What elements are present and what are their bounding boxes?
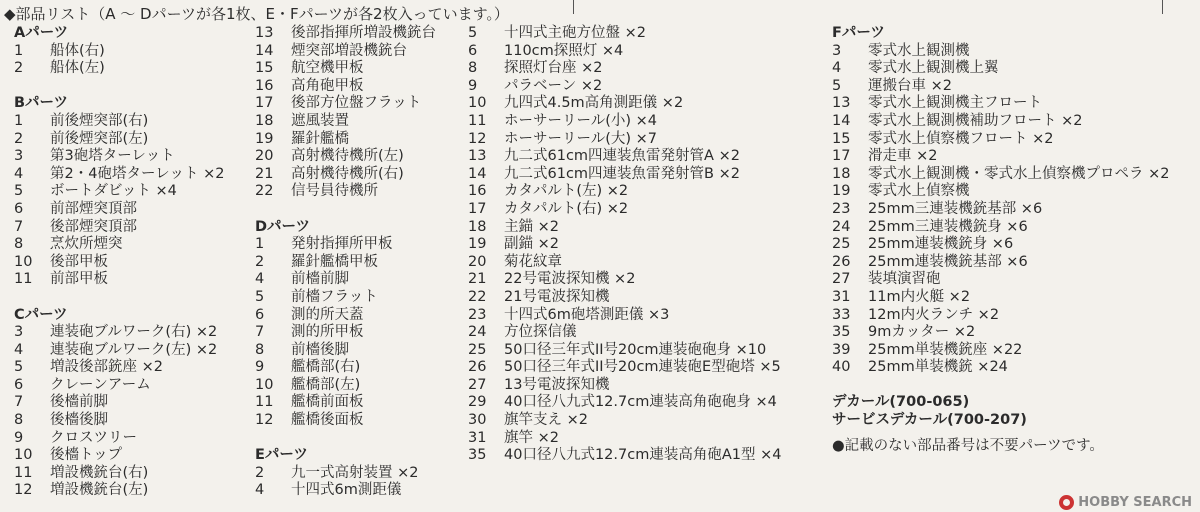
part-name: 40口径八九式12.7cm連装高角砲砲身 ×4	[504, 394, 777, 411]
part-name: 零式水上偵察機	[868, 183, 970, 200]
part-number: 15	[255, 60, 274, 77]
part-number: 2	[255, 253, 265, 270]
part-name: 後部方位盤フラット	[291, 95, 422, 112]
part-name: 装填演習砲	[868, 271, 941, 288]
parts-column-3	[468, 25, 828, 465]
part-number: 11	[255, 394, 274, 411]
part-row	[468, 394, 828, 412]
part-name: 高射機待機所(左)	[291, 148, 404, 165]
note-spacer	[832, 430, 1200, 438]
part-name: 後部指揮所増設機銃台	[291, 25, 436, 41]
part-row	[14, 183, 244, 201]
part-number: 39	[832, 341, 851, 358]
part-name: 九四式4.5m高角測距儀 ×2	[504, 95, 684, 112]
part-number: 24	[468, 324, 487, 341]
part-number: 3	[14, 148, 24, 165]
part-row	[255, 359, 470, 377]
part-number: 26	[468, 359, 487, 376]
part-row	[14, 131, 244, 149]
part-name: 後檣後脚	[50, 412, 108, 429]
part-number: 4	[255, 482, 265, 499]
part-row	[468, 271, 828, 289]
top-edge-mark	[573, 0, 574, 14]
part-number: 6	[468, 42, 478, 59]
part-number: 16	[255, 77, 274, 94]
part-row	[832, 43, 1200, 61]
part-number: 11	[14, 464, 33, 481]
part-row	[255, 394, 470, 412]
part-number: 11	[14, 271, 33, 288]
part-row	[832, 113, 1200, 131]
part-row	[14, 324, 244, 342]
part-name: 航空機甲板	[291, 60, 364, 77]
part-name: カタパルト(右) ×2	[504, 200, 629, 217]
part-name: 前檣フラット	[291, 288, 378, 305]
part-row	[468, 25, 828, 43]
part-row	[468, 95, 828, 113]
part-name: カタパルト(左) ×2	[504, 183, 629, 200]
part-name: 第2・4砲塔ターレット ×2	[50, 165, 225, 182]
part-number: 40	[832, 359, 851, 376]
part-name: 13号電波探知機	[504, 376, 610, 393]
part-number: 5	[255, 288, 265, 305]
part-number: 11	[468, 112, 487, 129]
part-name: 高角砲甲板	[291, 77, 364, 94]
part-name: 後部煙突頂部	[50, 218, 137, 235]
part-name: クレーンアーム	[50, 376, 151, 393]
part-name: 発射指揮所甲板	[291, 236, 393, 253]
part-number: 27	[468, 376, 487, 393]
part-name: 十四式主砲方位盤 ×2	[504, 25, 646, 41]
part-row	[255, 166, 470, 184]
part-name: 22号電波探知機 ×2	[504, 271, 636, 288]
part-name: ホーサーリール(大) ×7	[504, 130, 658, 147]
part-row	[832, 131, 1200, 149]
watermark	[1059, 495, 1192, 510]
part-number: 1	[255, 236, 265, 253]
part-number: 21	[255, 165, 274, 182]
part-name: 副錨 ×2	[504, 236, 559, 253]
parts-list-header: ◆部品リスト（A ～ Dパーツが各1枚、E・Fパーツが各2枚入っています。）	[4, 5, 509, 23]
part-name: 増設機銃台(右)	[50, 464, 149, 481]
decal-entry: デカール(700-065)	[832, 394, 970, 411]
part-number: 10	[255, 376, 274, 393]
part-number: 20	[468, 253, 487, 270]
part-number: 4	[14, 341, 24, 358]
part-name: 船体(左)	[50, 60, 105, 77]
part-name: 零式水上観測機補助フロート ×2	[868, 112, 1083, 129]
part-number: 31	[832, 288, 851, 305]
part-name: 11m内火艇 ×2	[868, 288, 971, 305]
part-number: 5	[14, 183, 24, 200]
part-row	[255, 183, 470, 201]
part-name: 50口径三年式II号20cm連装砲砲身 ×10	[504, 341, 767, 358]
part-row	[14, 342, 244, 360]
part-row	[14, 377, 244, 395]
part-row	[832, 271, 1200, 289]
part-row	[14, 219, 244, 237]
part-name: 方位探信儀	[504, 324, 577, 341]
part-row	[468, 166, 828, 184]
part-number: 21	[468, 271, 487, 288]
part-name: 前檣後脚	[291, 341, 349, 358]
part-number: 25	[832, 236, 851, 253]
part-name: 前部煙突頂部	[50, 200, 137, 217]
part-name: 旗竿 ×2	[504, 429, 559, 446]
part-name: 艦橋部(左)	[291, 376, 361, 393]
part-row	[255, 254, 470, 272]
part-row	[832, 324, 1200, 342]
part-name: 零式水上観測機	[868, 42, 970, 59]
part-name: 前檣前脚	[291, 271, 349, 288]
part-row	[832, 289, 1200, 307]
part-row	[14, 465, 244, 483]
part-number: 4	[255, 271, 265, 288]
part-name: 羅針艦橋	[291, 130, 349, 147]
part-name: 21号電波探知機	[504, 288, 610, 305]
part-row	[255, 60, 470, 78]
part-number: 6	[14, 376, 24, 393]
part-number: 19	[255, 130, 274, 147]
unused-parts-note: ●記載のない部品番号は不要パーツです。	[832, 437, 1104, 454]
part-row	[255, 289, 470, 307]
part-row	[14, 254, 244, 272]
part-row	[468, 342, 828, 360]
part-number: 7	[14, 394, 24, 411]
part-number: 3	[832, 42, 842, 59]
part-name: 十四式6m砲塔測距儀 ×3	[504, 306, 670, 323]
part-row	[255, 236, 470, 254]
part-name: 後部甲板	[50, 253, 108, 270]
part-name: 高射機待機所(右)	[291, 165, 404, 182]
parts-column-4	[832, 25, 1200, 455]
part-name: 25mm三連装機銃基部 ×6	[868, 200, 1043, 217]
part-number: 8	[14, 236, 24, 253]
part-row	[14, 394, 244, 412]
part-name: 零式水上観測機上翼	[868, 60, 999, 77]
part-name: 滑走車 ×2	[868, 148, 938, 165]
part-number: 35	[468, 447, 487, 464]
part-row	[832, 236, 1200, 254]
part-row	[468, 430, 828, 448]
part-row	[255, 271, 470, 289]
part-name: 艦橋前面板	[291, 394, 364, 411]
part-name: クロスツリー	[50, 429, 137, 446]
part-row	[832, 254, 1200, 272]
section-spacer	[255, 201, 470, 219]
part-number: 6	[14, 200, 24, 217]
part-row	[468, 148, 828, 166]
part-number: 14	[255, 42, 274, 59]
part-row	[255, 342, 470, 360]
part-number: 10	[468, 95, 487, 112]
section-title: Bパーツ	[14, 95, 68, 112]
part-number: 8	[468, 60, 478, 77]
part-row	[468, 289, 828, 307]
part-row	[14, 201, 244, 219]
part-name: 信号員待機所	[291, 183, 378, 200]
part-name: 艦橋後面板	[291, 412, 364, 429]
section-title: Eパーツ	[255, 447, 308, 464]
part-name: 艦橋部(右)	[291, 359, 361, 376]
part-name: 25mm三連装機銃身 ×6	[868, 218, 1028, 235]
part-name: 船体(右)	[50, 42, 105, 59]
part-number: 13	[832, 95, 851, 112]
part-name: 25mm単装機銃 ×24	[868, 359, 1008, 376]
part-number: 29	[468, 394, 487, 411]
part-number: 26	[832, 253, 851, 270]
part-number: 6	[255, 306, 265, 323]
part-number: 2	[14, 60, 24, 77]
part-number: 5	[468, 25, 478, 41]
part-row	[468, 60, 828, 78]
part-number: 12	[468, 130, 487, 147]
part-number: 22	[468, 288, 487, 305]
part-name: 25mm連装機銃身 ×6	[868, 236, 1014, 253]
hobby-search-logo-icon	[1059, 495, 1074, 510]
part-number: 8	[255, 341, 265, 358]
section-spacer	[832, 377, 1200, 395]
part-number: 1	[14, 112, 24, 129]
part-name: 110cm探照灯 ×4	[504, 42, 624, 59]
part-row	[14, 271, 244, 289]
watermark-text: HOBBY SEARCH	[1078, 495, 1192, 510]
parts-column-2	[255, 25, 470, 500]
section-title: Cパーツ	[14, 306, 68, 323]
part-name: 後檣トップ	[50, 447, 123, 464]
part-row	[832, 60, 1200, 78]
part-number: 30	[468, 412, 487, 429]
part-name: 25mm連装機銃基部 ×6	[868, 253, 1028, 270]
part-name: 探照灯台座 ×2	[504, 60, 603, 77]
part-number: 23	[468, 306, 487, 323]
part-row	[468, 219, 828, 237]
part-number: 19	[832, 183, 851, 200]
part-row	[14, 148, 244, 166]
part-row	[255, 148, 470, 166]
part-name: 九一式高射装置 ×2	[291, 464, 419, 481]
part-row	[14, 166, 244, 184]
part-name: 9mカッター ×2	[868, 324, 976, 341]
part-number: 18	[255, 112, 274, 129]
part-row	[14, 430, 244, 448]
part-number: 17	[468, 200, 487, 217]
part-number: 18	[468, 218, 487, 235]
part-name: 前部甲板	[50, 271, 108, 288]
part-number: 15	[832, 130, 851, 147]
part-row	[255, 377, 470, 395]
part-number: 12	[14, 482, 33, 499]
decal-entry: サービスデカール(700-207)	[832, 412, 1027, 429]
part-number: 19	[468, 236, 487, 253]
top-edge-mark	[1162, 0, 1163, 14]
part-number: 10	[14, 447, 33, 464]
parts-column-1	[14, 25, 244, 500]
part-row	[255, 465, 470, 483]
part-row	[468, 412, 828, 430]
part-name: 十四式6m測距儀	[291, 482, 402, 499]
part-number: 10	[14, 253, 33, 270]
part-row	[832, 78, 1200, 96]
part-row	[468, 447, 828, 465]
part-row	[14, 60, 244, 78]
part-number: 31	[468, 429, 487, 446]
part-row	[832, 359, 1200, 377]
part-number: 9	[255, 359, 265, 376]
part-name: 菊花紋章	[504, 253, 562, 270]
part-number: 7	[255, 324, 265, 341]
part-number: 35	[832, 324, 851, 341]
part-number: 5	[832, 77, 842, 94]
part-number: 16	[468, 183, 487, 200]
part-number: 2	[14, 130, 24, 147]
part-name: ボートダビット ×4	[50, 183, 177, 200]
part-row	[14, 412, 244, 430]
part-row	[832, 201, 1200, 219]
part-number: 27	[832, 271, 851, 288]
part-number: 13	[468, 148, 487, 165]
part-number: 20	[255, 148, 274, 165]
part-row	[468, 183, 828, 201]
part-number: 17	[255, 95, 274, 112]
part-row	[832, 219, 1200, 237]
part-number: 14	[832, 112, 851, 129]
part-number: 4	[14, 165, 24, 182]
part-name: 羅針艦橋甲板	[291, 253, 378, 270]
part-row	[14, 359, 244, 377]
part-name: 前後煙突部(右)	[50, 112, 149, 129]
part-name: ホーサーリール(小) ×4	[504, 112, 658, 129]
section-spacer	[14, 78, 244, 96]
part-row	[468, 236, 828, 254]
part-name: 旗竿支え ×2	[504, 412, 588, 429]
part-name: 12m内火ランチ ×2	[868, 306, 1000, 323]
part-name: 後檣前脚	[50, 394, 108, 411]
part-name: 第3砲塔ターレット	[50, 148, 175, 165]
part-number: 3	[14, 324, 24, 341]
part-number: 8	[14, 412, 24, 429]
part-row	[14, 43, 244, 61]
part-row	[255, 113, 470, 131]
part-row	[468, 359, 828, 377]
part-name: 煙突部増設機銃台	[291, 42, 407, 59]
part-number: 5	[14, 359, 24, 376]
part-number: 1	[14, 42, 24, 59]
part-name: 連装砲ブルワーク(右) ×2	[50, 324, 218, 341]
section-spacer	[255, 430, 470, 448]
part-row	[468, 377, 828, 395]
part-number: 9	[14, 429, 24, 446]
part-name: 25mm単装機銃座 ×22	[868, 341, 1023, 358]
part-number: 22	[255, 183, 274, 200]
part-number: 24	[832, 218, 851, 235]
part-number: 14	[468, 165, 487, 182]
part-number: 13	[255, 25, 274, 41]
section-title: Aパーツ	[14, 25, 69, 41]
part-row	[468, 201, 828, 219]
section-spacer	[14, 289, 244, 307]
part-row	[255, 412, 470, 430]
part-name: 九二式61cm四連装魚雷発射管B ×2	[504, 165, 740, 182]
part-row	[255, 43, 470, 61]
part-row	[468, 324, 828, 342]
part-name: 零式水上偵察機フロート ×2	[868, 130, 1054, 147]
part-name: パラベーン ×2	[504, 77, 603, 94]
part-row	[468, 131, 828, 149]
part-name: 増設後部銃座 ×2	[50, 359, 163, 376]
part-name: 烹炊所煙突	[50, 236, 123, 253]
part-number: 9	[468, 77, 478, 94]
section-title: Fパーツ	[832, 25, 885, 41]
part-row	[832, 183, 1200, 201]
part-row	[832, 342, 1200, 360]
part-row	[832, 148, 1200, 166]
part-row	[255, 78, 470, 96]
part-name: 測的所甲板	[291, 324, 364, 341]
part-row	[468, 78, 828, 96]
part-row	[14, 447, 244, 465]
part-row	[832, 166, 1200, 184]
part-number: 2	[255, 464, 265, 481]
part-row	[255, 307, 470, 325]
part-name: 増設機銃台(左)	[50, 482, 149, 499]
part-number: 7	[14, 218, 24, 235]
part-name: 連装砲ブルワーク(左) ×2	[50, 341, 218, 358]
part-row	[255, 482, 470, 500]
part-row	[832, 307, 1200, 325]
part-row	[468, 307, 828, 325]
part-name: 遮風装置	[291, 112, 349, 129]
part-name: 零式水上観測機主フロート	[868, 95, 1042, 112]
part-number: 4	[832, 60, 842, 77]
part-number: 12	[255, 412, 274, 429]
part-row	[255, 25, 470, 43]
part-name: 50口径三年式II号20cm連装砲E型砲塔 ×5	[504, 359, 781, 376]
part-row	[14, 482, 244, 500]
part-row	[468, 113, 828, 131]
part-row	[255, 95, 470, 113]
part-name: 零式水上観測機・零式水上偵察機プロペラ ×2	[868, 165, 1170, 182]
section-title: Dパーツ	[255, 218, 310, 235]
part-row	[255, 131, 470, 149]
part-name: 運搬台車 ×2	[868, 77, 952, 94]
part-number: 33	[832, 306, 851, 323]
part-name: 前後煙突部(左)	[50, 130, 149, 147]
part-name: 40口径八九式12.7cm連装高角砲A1型 ×4	[504, 447, 782, 464]
part-number: 18	[832, 165, 851, 182]
part-row	[468, 254, 828, 272]
part-number: 17	[832, 148, 851, 165]
part-name: 九二式61cm四連装魚雷発射管A ×2	[504, 148, 740, 165]
part-row	[14, 113, 244, 131]
part-name: 主錨 ×2	[504, 218, 559, 235]
part-name: 測的所天蓋	[291, 306, 364, 323]
part-number: 23	[832, 200, 851, 217]
part-row	[832, 95, 1200, 113]
part-row	[14, 236, 244, 254]
part-row	[468, 43, 828, 61]
part-row	[255, 324, 470, 342]
part-number: 25	[468, 341, 487, 358]
